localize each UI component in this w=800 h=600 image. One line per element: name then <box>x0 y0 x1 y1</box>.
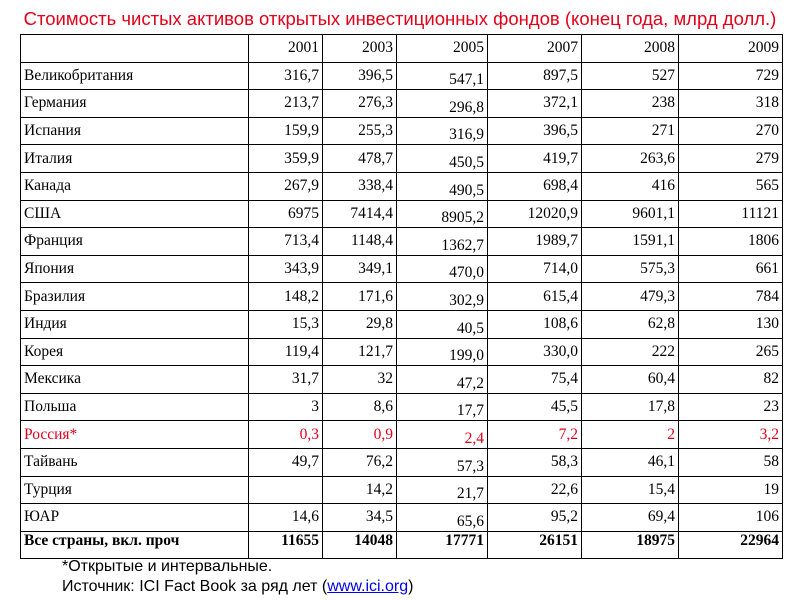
value-cell: 26151 <box>488 531 582 559</box>
value-cell: 159,9 <box>249 117 323 145</box>
value-cell: 3,2 <box>679 421 783 449</box>
value-cell: 46,1 <box>582 448 679 476</box>
country-cell: Мексика <box>21 366 249 394</box>
table-row <box>21 62 783 90</box>
table-total-row <box>21 531 783 559</box>
value-cell: 698,4 <box>488 172 582 200</box>
table-row <box>21 448 783 476</box>
value-cell: 15,4 <box>582 476 679 504</box>
value-cell: 359,9 <box>249 145 323 173</box>
value-cell: 267,9 <box>249 172 323 200</box>
value-cell: 69,4 <box>582 504 679 532</box>
value-cell: 213,7 <box>249 90 323 118</box>
header-cell: 2009 <box>679 35 783 63</box>
value-cell: 121,7 <box>323 338 397 366</box>
country-cell: ЮАР <box>21 504 249 532</box>
value-cell: 17771 <box>397 531 488 559</box>
table-body <box>21 62 783 559</box>
value-cell: 279 <box>679 145 783 173</box>
value-cell: 0,9 <box>323 421 397 449</box>
value-cell: 416 <box>582 172 679 200</box>
value-cell: 1989,7 <box>488 228 582 256</box>
value-cell: 897,5 <box>488 62 582 90</box>
country-cell: Великобритания <box>21 62 249 90</box>
value-cell: 349,1 <box>323 255 397 283</box>
value-cell: 527 <box>582 62 679 90</box>
value-cell: 661 <box>679 255 783 283</box>
table-row <box>21 310 783 338</box>
value-cell: 6975 <box>249 200 323 228</box>
value-cell: 490,5 <box>397 172 488 200</box>
value-cell: 714,0 <box>488 255 582 283</box>
value-cell: 1148,4 <box>323 228 397 256</box>
value-cell: 302,9 <box>397 283 488 311</box>
value-cell: 58,3 <box>488 448 582 476</box>
page-title: Стоимость чистых активов открытых инвестиционных фондов (конец года, млрд долл.) <box>23 8 777 29</box>
value-cell: 338,4 <box>323 172 397 200</box>
value-cell: 14048 <box>323 531 397 559</box>
country-cell: Япония <box>21 255 249 283</box>
table-row <box>21 338 783 366</box>
value-cell: 396,5 <box>488 117 582 145</box>
value-cell: 49,7 <box>249 448 323 476</box>
country-cell: Индия <box>21 310 249 338</box>
value-cell: 478,7 <box>323 145 397 173</box>
value-cell: 148,2 <box>249 283 323 311</box>
source-suffix: ) <box>408 578 414 595</box>
value-cell: 263,6 <box>582 145 679 173</box>
value-cell: 11121 <box>679 200 783 228</box>
value-cell: 76,2 <box>323 448 397 476</box>
country-cell: Испания <box>21 117 249 145</box>
table-header-row <box>21 35 783 63</box>
table-row <box>21 366 783 394</box>
country-cell: Италия <box>21 145 249 173</box>
country-cell: Все страны, вкл. проч <box>21 531 249 559</box>
value-cell: 615,4 <box>488 283 582 311</box>
value-cell: 171,6 <box>323 283 397 311</box>
value-cell: 199,0 <box>397 338 488 366</box>
footnote-note: *Открытые и интервальные. <box>62 558 273 575</box>
country-cell: Германия <box>21 90 249 118</box>
value-cell: 396,5 <box>323 62 397 90</box>
footnote <box>62 557 413 597</box>
table-row <box>21 504 783 532</box>
value-cell: 7414,4 <box>323 200 397 228</box>
value-cell: 62,8 <box>582 310 679 338</box>
value-cell: 2 <box>582 421 679 449</box>
value-cell: 75,4 <box>488 366 582 394</box>
source-link[interactable]: www.ici.org <box>327 578 409 595</box>
value-cell: 1591,1 <box>582 228 679 256</box>
value-cell: 222 <box>582 338 679 366</box>
table-row <box>21 476 783 504</box>
value-cell: 57,3 <box>397 448 488 476</box>
country-cell: Польша <box>21 393 249 421</box>
value-cell: 14,6 <box>249 504 323 532</box>
value-cell: 106 <box>679 504 783 532</box>
value-cell: 479,3 <box>582 283 679 311</box>
value-cell: 47,2 <box>397 366 488 394</box>
value-cell: 19 <box>679 476 783 504</box>
value-cell: 316,9 <box>397 117 488 145</box>
value-cell: 130 <box>679 310 783 338</box>
country-cell: Турция <box>21 476 249 504</box>
value-cell: 343,9 <box>249 255 323 283</box>
value-cell: 95,2 <box>488 504 582 532</box>
header-cell: 2007 <box>488 35 582 63</box>
value-cell: 238 <box>582 90 679 118</box>
value-cell: 419,7 <box>488 145 582 173</box>
value-cell: 34,5 <box>323 504 397 532</box>
value-cell: 32 <box>323 366 397 394</box>
value-cell: 108,6 <box>488 310 582 338</box>
value-cell: 3 <box>249 393 323 421</box>
value-cell: 22964 <box>679 531 783 559</box>
table-row <box>21 172 783 200</box>
value-cell: 450,5 <box>397 145 488 173</box>
value-cell: 729 <box>679 62 783 90</box>
table-row <box>21 421 783 449</box>
header-cell: 2008 <box>582 35 679 63</box>
value-cell: 17,7 <box>397 393 488 421</box>
table-row <box>21 255 783 283</box>
table-row <box>21 228 783 256</box>
value-cell <box>249 476 323 504</box>
value-cell: 2,4 <box>397 421 488 449</box>
value-cell: 11655 <box>249 531 323 559</box>
value-cell: 270 <box>679 117 783 145</box>
header-cell: 2005 <box>397 35 488 63</box>
value-cell: 0,3 <box>249 421 323 449</box>
value-cell: 40,5 <box>397 310 488 338</box>
header-cell: 2001 <box>249 35 323 63</box>
value-cell: 18975 <box>582 531 679 559</box>
value-cell: 276,3 <box>323 90 397 118</box>
value-cell: 296,8 <box>397 90 488 118</box>
country-cell: США <box>21 200 249 228</box>
funds-table <box>20 34 783 559</box>
value-cell: 271 <box>582 117 679 145</box>
value-cell: 119,4 <box>249 338 323 366</box>
value-cell: 9601,1 <box>582 200 679 228</box>
value-cell: 7,2 <box>488 421 582 449</box>
value-cell: 82 <box>679 366 783 394</box>
country-cell: Франция <box>21 228 249 256</box>
value-cell: 470,0 <box>397 255 488 283</box>
value-cell: 318 <box>679 90 783 118</box>
source-prefix: Источник: ICI Fact Book за ряд лет ( <box>62 578 328 595</box>
value-cell: 58 <box>679 448 783 476</box>
value-cell: 14,2 <box>323 476 397 504</box>
table-row <box>21 145 783 173</box>
value-cell: 265 <box>679 338 783 366</box>
country-cell: Бразилия <box>21 283 249 311</box>
value-cell: 23 <box>679 393 783 421</box>
value-cell: 372,1 <box>488 90 582 118</box>
country-cell: Россия* <box>21 421 249 449</box>
value-cell: 31,7 <box>249 366 323 394</box>
table-row <box>21 393 783 421</box>
header-cell: 2003 <box>323 35 397 63</box>
value-cell: 330,0 <box>488 338 582 366</box>
value-cell: 8905,2 <box>397 200 488 228</box>
value-cell: 17,8 <box>582 393 679 421</box>
table-row <box>21 117 783 145</box>
header-corner-cell <box>21 35 249 63</box>
value-cell: 316,7 <box>249 62 323 90</box>
value-cell: 547,1 <box>397 62 488 90</box>
table-row <box>21 200 783 228</box>
value-cell: 29,8 <box>323 310 397 338</box>
table-row <box>21 283 783 311</box>
value-cell: 1806 <box>679 228 783 256</box>
value-cell: 565 <box>679 172 783 200</box>
footnote-source <box>62 577 413 597</box>
value-cell: 575,3 <box>582 255 679 283</box>
country-cell: Тайвань <box>21 448 249 476</box>
value-cell: 22,6 <box>488 476 582 504</box>
value-cell: 21,7 <box>397 476 488 504</box>
value-cell: 60,4 <box>582 366 679 394</box>
value-cell: 713,4 <box>249 228 323 256</box>
value-cell: 45,5 <box>488 393 582 421</box>
value-cell: 1362,7 <box>397 228 488 256</box>
country-cell: Канада <box>21 172 249 200</box>
country-cell: Корея <box>21 338 249 366</box>
value-cell: 12020,9 <box>488 200 582 228</box>
value-cell: 15,3 <box>249 310 323 338</box>
value-cell: 8,6 <box>323 393 397 421</box>
value-cell: 255,3 <box>323 117 397 145</box>
value-cell: 784 <box>679 283 783 311</box>
value-cell: 65,6 <box>397 504 488 532</box>
table-row <box>21 90 783 118</box>
